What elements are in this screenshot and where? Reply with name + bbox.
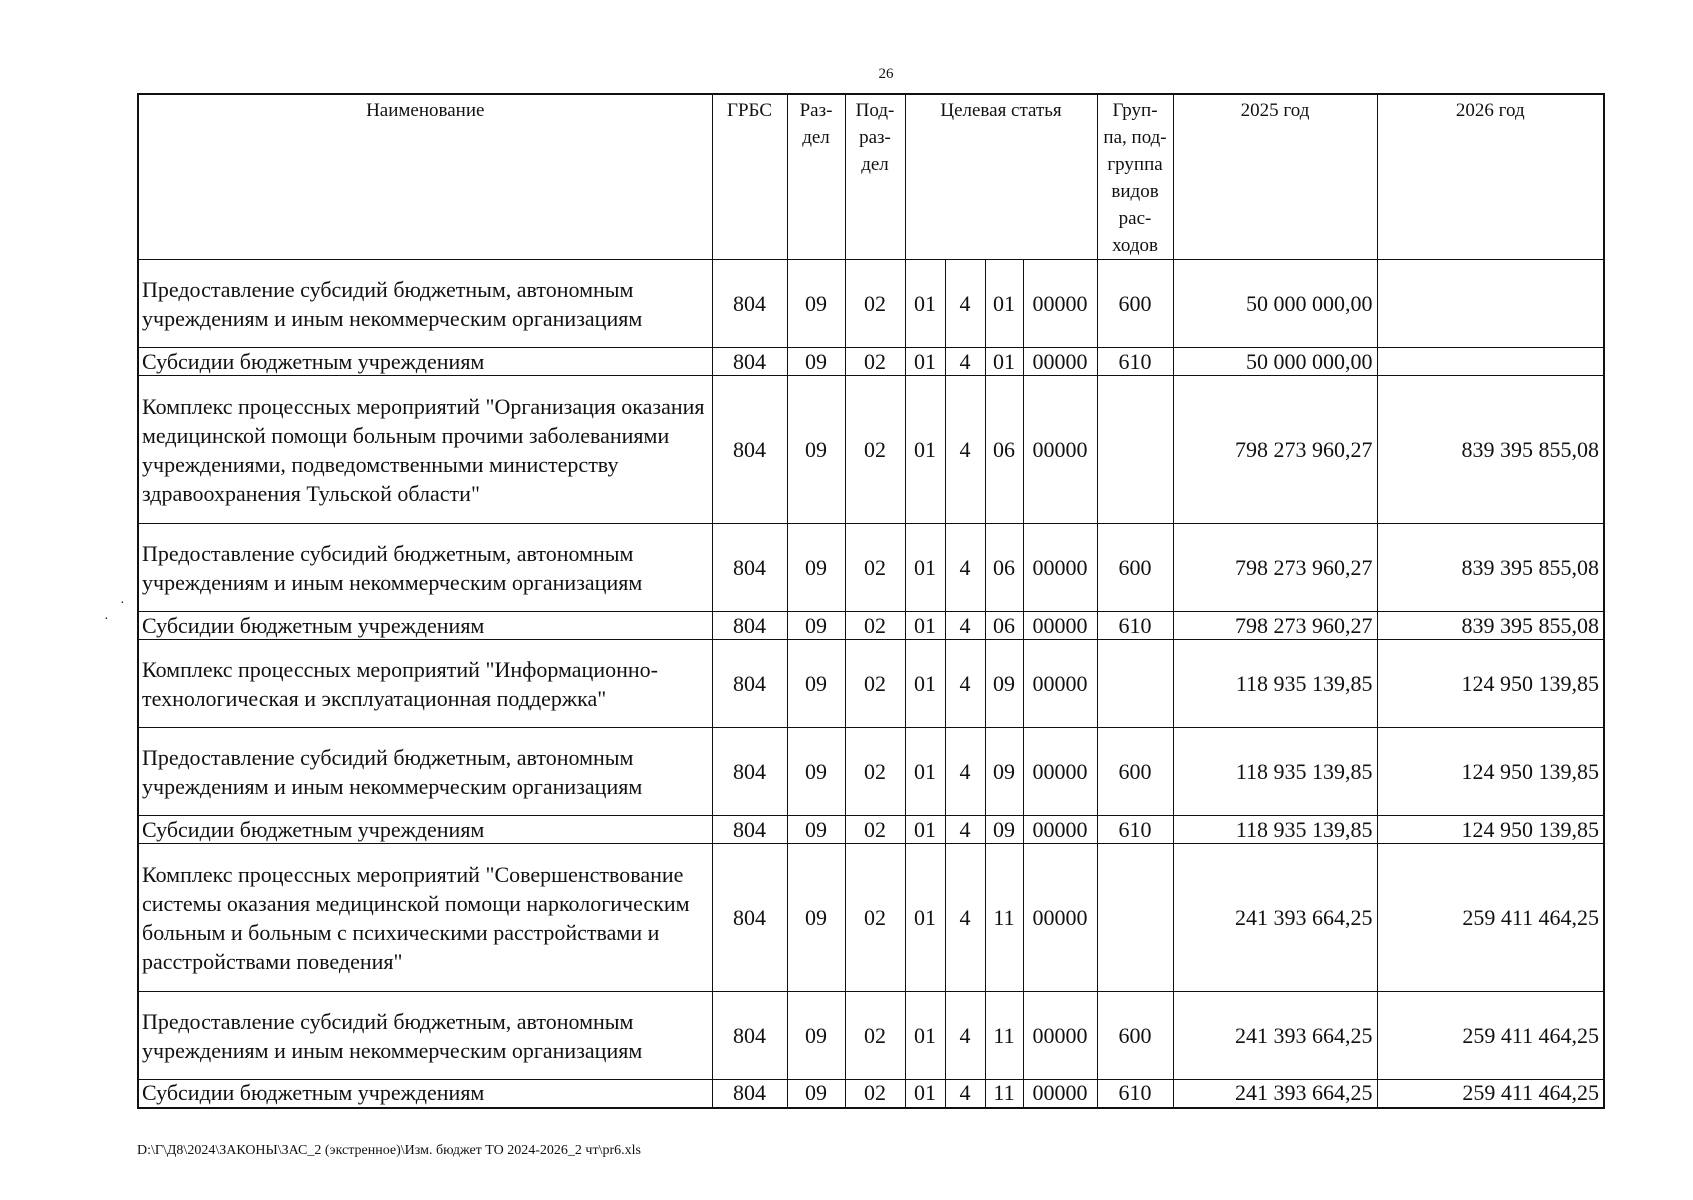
cell-t2: 4 — [945, 1080, 985, 1108]
cell-razdel: 09 — [787, 640, 845, 728]
cell-y2025: 50 000 000,00 — [1173, 348, 1377, 376]
cell-t1: 01 — [905, 844, 945, 992]
table-row — [138, 816, 1604, 844]
cell-t4: 00000 — [1023, 348, 1097, 376]
cell-t3: 11 — [985, 992, 1023, 1080]
cell-t3: 09 — [985, 728, 1023, 816]
cell-t4: 00000 — [1023, 524, 1097, 612]
cell-grbs: 804 — [712, 260, 787, 348]
header-row — [138, 94, 1604, 260]
cell-podrazdel: 02 — [845, 376, 905, 524]
cell-razdel: 09 — [787, 992, 845, 1080]
cell-razdel: 09 — [787, 348, 845, 376]
cell-group: 610 — [1097, 348, 1173, 376]
table-row — [138, 844, 1604, 992]
cell-podrazdel: 02 — [845, 612, 905, 640]
cell-grbs: 804 — [712, 728, 787, 816]
cell-t2: 4 — [945, 612, 985, 640]
cell-grbs: 804 — [712, 992, 787, 1080]
cell-t2: 4 — [945, 992, 985, 1080]
cell-grbs: 804 — [712, 524, 787, 612]
cell-razdel: 09 — [787, 260, 845, 348]
cell-t4: 00000 — [1023, 640, 1097, 728]
cell-podrazdel: 02 — [845, 260, 905, 348]
cell-group: 610 — [1097, 816, 1173, 844]
cell-group — [1097, 376, 1173, 524]
budget-table — [137, 93, 1605, 1109]
cell-y2025: 241 393 664,25 — [1173, 992, 1377, 1080]
cell-grbs: 804 — [712, 1080, 787, 1108]
cell-y2026: 259 411 464,25 — [1377, 992, 1604, 1080]
cell-t4: 00000 — [1023, 612, 1097, 640]
cell-y2026: 839 395 855,08 — [1377, 376, 1604, 524]
cell-t2: 4 — [945, 524, 985, 612]
cell-name: Комплекс процессных мероприятий "Информационно-технологическая и эксплуатационная поддержка" — [138, 640, 712, 728]
cell-podrazdel: 02 — [845, 1080, 905, 1108]
cell-name: Комплекс процессных мероприятий "Совершенствование системы оказания медицинской помощи наркологическим больным и больным с психическими расстройствами и расстройствами поведения" — [138, 844, 712, 992]
cell-y2025: 798 273 960,27 — [1173, 612, 1377, 640]
header-expense-group: Груп- па, под- группа видов рас- ходов — [1097, 94, 1173, 260]
cell-y2026: 839 395 855,08 — [1377, 524, 1604, 612]
table-row — [138, 524, 1604, 612]
cell-y2026: 124 950 139,85 — [1377, 640, 1604, 728]
cell-y2025: 798 273 960,27 — [1173, 376, 1377, 524]
cell-name: Комплекс процессных мероприятий "Организация оказания медицинской помощи больным прочими заболеваниями учреждениями, подведомственными министерству здравоохранения Тульской области" — [138, 376, 712, 524]
footer-file-path: D:\Г\Д8\2024\ЗАКОНЫ\ЗАС_2 (экстренное)\Изм. бюджет ТО 2024-2026_2 чт\pr6.xls — [137, 1143, 641, 1158]
cell-t2: 4 — [945, 640, 985, 728]
cell-y2025: 798 273 960,27 — [1173, 524, 1377, 612]
table-row — [138, 1080, 1604, 1108]
cell-name: Субсидии бюджетным учреждениям — [138, 612, 712, 640]
scan-artifact: · — [120, 596, 125, 611]
cell-t4: 00000 — [1023, 816, 1097, 844]
cell-podrazdel: 02 — [845, 728, 905, 816]
cell-podrazdel: 02 — [845, 844, 905, 992]
cell-podrazdel: 02 — [845, 640, 905, 728]
cell-t1: 01 — [905, 260, 945, 348]
header-razdel: Раз- дел — [787, 94, 845, 260]
cell-grbs: 804 — [712, 816, 787, 844]
cell-t4: 00000 — [1023, 376, 1097, 524]
cell-y2026 — [1377, 260, 1604, 348]
cell-y2025: 241 393 664,25 — [1173, 844, 1377, 992]
table-row — [138, 376, 1604, 524]
cell-t3: 09 — [985, 640, 1023, 728]
cell-grbs: 804 — [712, 612, 787, 640]
header-grbs: ГРБС — [712, 94, 787, 260]
cell-t3: 09 — [985, 816, 1023, 844]
table-row — [138, 612, 1604, 640]
cell-y2025: 241 393 664,25 — [1173, 1080, 1377, 1108]
cell-razdel: 09 — [787, 524, 845, 612]
cell-y2025: 118 935 139,85 — [1173, 816, 1377, 844]
cell-t4: 00000 — [1023, 844, 1097, 992]
cell-name: Предоставление субсидий бюджетным, автономным учреждениям и иным некоммерческим организациям — [138, 992, 712, 1080]
cell-t2: 4 — [945, 376, 985, 524]
cell-group — [1097, 640, 1173, 728]
cell-grbs: 804 — [712, 348, 787, 376]
table-row — [138, 348, 1604, 376]
cell-group: 600 — [1097, 260, 1173, 348]
cell-y2026: 259 411 464,25 — [1377, 1080, 1604, 1108]
cell-t1: 01 — [905, 1080, 945, 1108]
cell-t1: 01 — [905, 728, 945, 816]
cell-group: 600 — [1097, 728, 1173, 816]
cell-t1: 01 — [905, 612, 945, 640]
table-row — [138, 728, 1604, 816]
cell-t3: 06 — [985, 524, 1023, 612]
header-podrazdel: Под- раз- дел — [845, 94, 905, 260]
cell-name: Субсидии бюджетным учреждениям — [138, 816, 712, 844]
cell-t1: 01 — [905, 816, 945, 844]
cell-group: 610 — [1097, 1080, 1173, 1108]
cell-t2: 4 — [945, 816, 985, 844]
cell-t4: 00000 — [1023, 992, 1097, 1080]
cell-t3: 01 — [985, 348, 1023, 376]
table-row — [138, 992, 1604, 1080]
cell-grbs: 804 — [712, 640, 787, 728]
cell-name: Предоставление субсидий бюджетным, автономным учреждениям и иным некоммерческим организациям — [138, 524, 712, 612]
cell-t1: 01 — [905, 992, 945, 1080]
cell-t3: 11 — [985, 844, 1023, 992]
cell-t1: 01 — [905, 376, 945, 524]
cell-podrazdel: 02 — [845, 348, 905, 376]
page-number: 26 — [878, 66, 894, 82]
cell-group: 610 — [1097, 612, 1173, 640]
cell-t2: 4 — [945, 348, 985, 376]
cell-t4: 00000 — [1023, 260, 1097, 348]
cell-razdel: 09 — [787, 844, 845, 992]
cell-name: Субсидии бюджетным учреждениям — [138, 348, 712, 376]
cell-t2: 4 — [945, 844, 985, 992]
cell-razdel: 09 — [787, 612, 845, 640]
cell-group — [1097, 844, 1173, 992]
cell-y2026: 839 395 855,08 — [1377, 612, 1604, 640]
cell-t3: 06 — [985, 612, 1023, 640]
cell-t4: 00000 — [1023, 728, 1097, 816]
cell-y2025: 118 935 139,85 — [1173, 728, 1377, 816]
cell-group: 600 — [1097, 524, 1173, 612]
cell-grbs: 804 — [712, 376, 787, 524]
cell-razdel: 09 — [787, 1080, 845, 1108]
table-row — [138, 260, 1604, 348]
cell-t2: 4 — [945, 728, 985, 816]
cell-t3: 06 — [985, 376, 1023, 524]
cell-y2025: 50 000 000,00 — [1173, 260, 1377, 348]
cell-razdel: 09 — [787, 816, 845, 844]
header-name: Наименование — [138, 94, 712, 260]
cell-t1: 01 — [905, 524, 945, 612]
header-2026: 2026 год — [1377, 94, 1604, 260]
cell-y2026 — [1377, 348, 1604, 376]
cell-name: Предоставление субсидий бюджетным, автономным учреждениям и иным некоммерческим организациям — [138, 260, 712, 348]
cell-podrazdel: 02 — [845, 992, 905, 1080]
cell-t1: 01 — [905, 640, 945, 728]
cell-name: Предоставление субсидий бюджетным, автономным учреждениям и иным некоммерческим организациям — [138, 728, 712, 816]
cell-y2026: 124 950 139,85 — [1377, 728, 1604, 816]
scan-artifact: · — [104, 612, 109, 627]
header-2025: 2025 год — [1173, 94, 1377, 260]
cell-t4: 00000 — [1023, 1080, 1097, 1108]
cell-razdel: 09 — [787, 728, 845, 816]
cell-t2: 4 — [945, 260, 985, 348]
cell-y2025: 118 935 139,85 — [1173, 640, 1377, 728]
cell-y2026: 259 411 464,25 — [1377, 844, 1604, 992]
cell-razdel: 09 — [787, 376, 845, 524]
cell-y2026: 124 950 139,85 — [1377, 816, 1604, 844]
cell-t3: 11 — [985, 1080, 1023, 1108]
header-target-article: Целевая статья — [905, 94, 1097, 260]
table-row — [138, 640, 1604, 728]
cell-name: Субсидии бюджетным учреждениям — [138, 1080, 712, 1108]
cell-podrazdel: 02 — [845, 524, 905, 612]
cell-t1: 01 — [905, 348, 945, 376]
cell-group: 600 — [1097, 992, 1173, 1080]
cell-podrazdel: 02 — [845, 816, 905, 844]
cell-grbs: 804 — [712, 844, 787, 992]
cell-t3: 01 — [985, 260, 1023, 348]
